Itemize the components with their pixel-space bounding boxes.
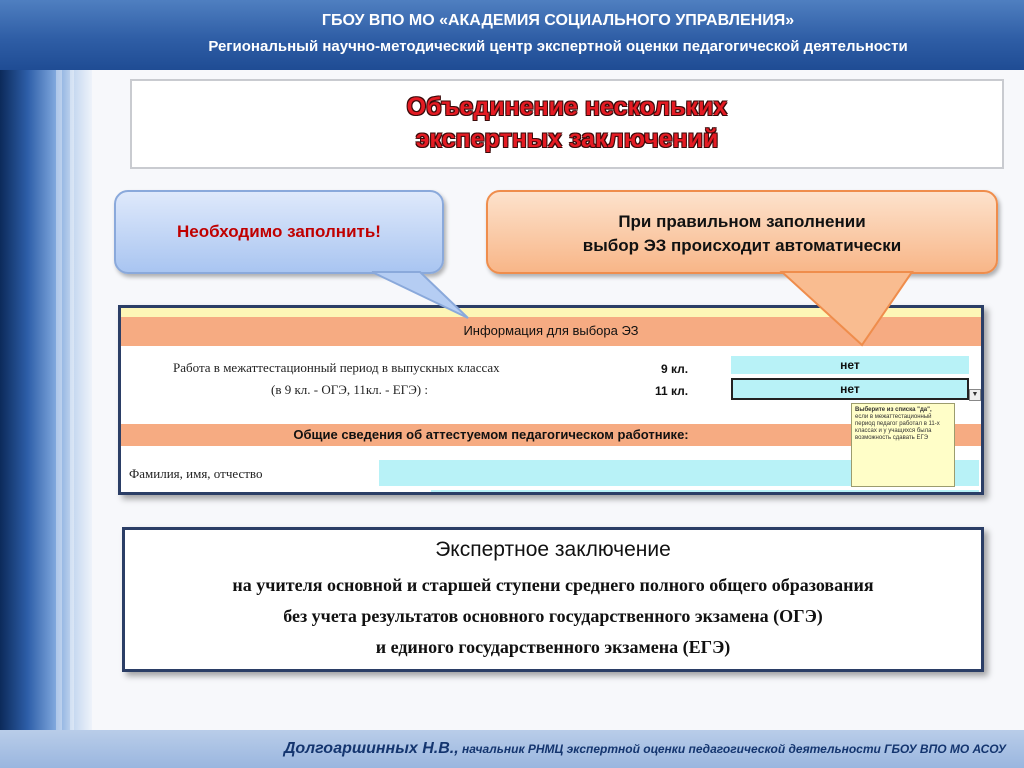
callout-auto-select-line2: выбор ЭЗ происходит автоматически bbox=[582, 236, 902, 255]
tooltip-text: если в межаттестационный период педагог работал в 11-х классах и у учащихся была возможность сдавать ЕГЭ bbox=[855, 414, 940, 441]
conclusion-heading: Экспертное заключение bbox=[435, 538, 671, 561]
form-section1-header: Информация для выбора ЭЗ bbox=[463, 323, 639, 338]
header-organization: ГБОУ ВПО МО «АКАДЕМИЯ СОЦИАЛЬНОГО УПРАВЛЕНИЯ» bbox=[321, 12, 795, 29]
conclusion-line1: на учителя основной и старшей ступени среднего полного общего образования bbox=[232, 575, 874, 595]
callout-right-pointer bbox=[782, 272, 912, 345]
grade9-label: 9 кл. bbox=[661, 362, 689, 376]
work-period-label-line2: (в 9 кл. - ОГЭ, 11кл. - ЕГЭ) : bbox=[271, 382, 428, 397]
callout-auto-select-line1: При правильном заполнении bbox=[618, 212, 866, 231]
slide-title-line2: экспертных заключений bbox=[415, 125, 719, 153]
callout-must-fill-text: Необходимо заполнить! bbox=[177, 222, 381, 241]
slide-title-line1: Объединение нескольких bbox=[406, 93, 728, 121]
footer-role: начальник РНМЦ экспертной оценки педагогической деятельности ГБОУ ВПО МО АСОУ bbox=[458, 742, 1006, 756]
dropdown-arrow-icon[interactable]: ▼ bbox=[969, 389, 981, 401]
header-center-name: Региональный научно-методический центр экспертной оценки педагогической деятельности bbox=[208, 38, 908, 55]
work-period-label-line1: Работа в межаттестационный период в выпускных классах bbox=[173, 360, 500, 375]
conclusion-line2: без учета результатов основного государственного экзамена (ОГЭ) bbox=[283, 606, 823, 626]
callout-left-pointer bbox=[372, 272, 468, 318]
grade11-select[interactable]: нет bbox=[731, 378, 969, 400]
fio-label: Фамилия, имя, отчество bbox=[129, 466, 263, 481]
form-section2-header: Общие сведения об аттестуемом педагогическом работнике: bbox=[293, 427, 689, 442]
footer-author: Долгоаршинных Н.В., bbox=[283, 740, 459, 757]
tooltip-title: Выберите из списка "да", bbox=[855, 407, 932, 413]
conclusion-line3: и единого государственного экзамена (ЕГЭ) bbox=[375, 637, 731, 657]
grade9-select[interactable]: нет bbox=[731, 356, 969, 374]
grade11-label: 11 кл. bbox=[655, 384, 689, 398]
